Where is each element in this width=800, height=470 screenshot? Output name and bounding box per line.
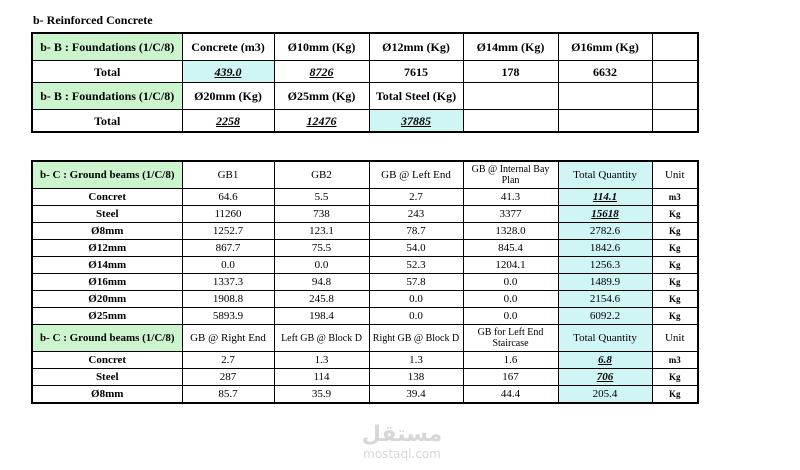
- unit-cell: Kg: [652, 386, 698, 404]
- header-cell: GB @ Internal Bay Plan: [463, 161, 558, 189]
- header-cell: Ø12mm (Kg): [369, 33, 463, 61]
- total-quantity-cell: 1489.9: [558, 274, 652, 291]
- row-label: Concret: [32, 352, 182, 369]
- value-cell: 3377: [463, 206, 558, 223]
- header-cell: GB2: [274, 161, 369, 189]
- value-cell: 57.8: [369, 274, 463, 291]
- total-cell: 8726: [274, 61, 369, 83]
- value-cell: 0.0: [369, 308, 463, 325]
- total-quantity-cell: 706: [558, 369, 652, 386]
- total-cell: 12476: [274, 110, 369, 133]
- total-quantity-cell: 205.4: [558, 386, 652, 404]
- table-row: [32, 308, 698, 325]
- value-cell: 41.3: [463, 189, 558, 206]
- header-cell: Ø20mm (Kg): [182, 83, 274, 110]
- watermark-latin: mostaql.com: [363, 447, 441, 461]
- value-cell: 198.4: [274, 308, 369, 325]
- value-cell: 1.3: [274, 352, 369, 369]
- foundations-title-cell: b- B : Foundations (1/C/8): [32, 33, 182, 61]
- value-cell: 1908.8: [182, 291, 274, 308]
- unit-cell: Kg: [652, 257, 698, 274]
- header-cell: Concrete (m3): [182, 33, 274, 61]
- total-quantity-cell: 1256.3: [558, 257, 652, 274]
- watermark-arabic: مستقل: [361, 422, 443, 447]
- header-cell: Ø25mm (Kg): [274, 83, 369, 110]
- concrete-total-cell: 439.0: [182, 61, 274, 83]
- row-label: Ø20mm: [32, 291, 182, 308]
- total-quantity-header: Total Quantity: [558, 325, 652, 352]
- ground-beams-rows-1: [32, 189, 698, 325]
- value-cell: 1252.7: [182, 223, 274, 240]
- ground-beams-title-cell: b- C : Ground beams (1/C/8): [32, 161, 182, 189]
- ground-beams-rows-2: [32, 352, 698, 404]
- row-label: Ø14mm: [32, 257, 182, 274]
- total-quantity-cell: 6.8: [558, 352, 652, 369]
- row-label: Ø16mm: [32, 274, 182, 291]
- row-label: Ø8mm: [32, 386, 182, 404]
- value-cell: 11260: [182, 206, 274, 223]
- table-row: [32, 206, 698, 223]
- value-cell: 845.4: [463, 240, 558, 257]
- table-row: [32, 223, 698, 240]
- table-row: [32, 352, 698, 369]
- unit-header: Unit: [652, 325, 698, 352]
- value-cell: 0.0: [274, 257, 369, 274]
- row-label: Ø12mm: [32, 240, 182, 257]
- header-cell: GB for Left End Staircase: [463, 325, 558, 352]
- header-cell: Ø16mm (Kg): [558, 33, 652, 61]
- value-cell: 44.4: [463, 386, 558, 404]
- empty-cell: [652, 61, 698, 83]
- ground-beams-header-row-2: [32, 325, 698, 352]
- value-cell: 138: [369, 369, 463, 386]
- header-cell: Ø14mm (Kg): [463, 33, 558, 61]
- header-cell: Total Steel (Kg): [369, 83, 463, 110]
- foundations-title-cell: b- B : Foundations (1/C/8): [32, 83, 182, 110]
- empty-cell: [652, 83, 698, 110]
- section-heading: b- Reinforced Concrete: [33, 13, 153, 27]
- table-row: [32, 291, 698, 308]
- value-cell: 64.6: [182, 189, 274, 206]
- header-cell: Left GB @ Block D: [274, 325, 369, 352]
- empty-cell: [652, 33, 698, 61]
- value-cell: 94.8: [274, 274, 369, 291]
- value-cell: 1.6: [463, 352, 558, 369]
- value-cell: 5893.9: [182, 308, 274, 325]
- value-cell: 0.0: [463, 274, 558, 291]
- total-cell: 6632: [558, 61, 652, 83]
- total-label: Total: [32, 110, 182, 133]
- unit-cell: Kg: [652, 206, 698, 223]
- ground-beams-title-cell: b- C : Ground beams (1/C/8): [32, 325, 182, 352]
- foundations-total-row-2: [32, 110, 698, 133]
- value-cell: 52.3: [369, 257, 463, 274]
- unit-cell: Kg: [652, 369, 698, 386]
- empty-cell: [463, 83, 558, 110]
- total-quantity-cell: 114.1: [558, 189, 652, 206]
- unit-cell: Kg: [652, 308, 698, 325]
- row-label: Steel: [32, 206, 182, 223]
- total-quantity-cell: 6092.2: [558, 308, 652, 325]
- table-row: [32, 240, 698, 257]
- header-cell: GB1: [182, 161, 274, 189]
- foundations-header-row-2: [32, 83, 698, 110]
- ground-beams-header-row: [32, 161, 698, 189]
- value-cell: 0.0: [369, 291, 463, 308]
- total-cell: 178: [463, 61, 558, 83]
- row-label: Steel: [32, 369, 182, 386]
- value-cell: 75.5: [274, 240, 369, 257]
- table-row: [32, 369, 698, 386]
- total-cell: 2258: [182, 110, 274, 133]
- value-cell: 35.9: [274, 386, 369, 404]
- total-label: Total: [32, 61, 182, 83]
- value-cell: 738: [274, 206, 369, 223]
- value-cell: 114: [274, 369, 369, 386]
- unit-cell: Kg: [652, 240, 698, 257]
- row-label: Ø25mm: [32, 308, 182, 325]
- foundations-table: [31, 32, 699, 133]
- table-row: [32, 274, 698, 291]
- value-cell: 1328.0: [463, 223, 558, 240]
- header-cell: Right GB @ Block D: [369, 325, 463, 352]
- foundations-total-row: [32, 61, 698, 83]
- value-cell: 1337.3: [182, 274, 274, 291]
- unit-cell: Kg: [652, 223, 698, 240]
- total-cell: 7615: [369, 61, 463, 83]
- value-cell: 2.7: [369, 189, 463, 206]
- value-cell: 0.0: [463, 291, 558, 308]
- value-cell: 0.0: [463, 308, 558, 325]
- total-quantity-cell: 2154.6: [558, 291, 652, 308]
- table-row: [32, 257, 698, 274]
- total-quantity-cell: 2782.6: [558, 223, 652, 240]
- header-cell: GB @ Left End: [369, 161, 463, 189]
- header-cell: GB @ Right End: [182, 325, 274, 352]
- row-label: Concret: [32, 189, 182, 206]
- unit-cell: Kg: [652, 291, 698, 308]
- value-cell: 85.7: [182, 386, 274, 404]
- foundations-header-row: [32, 33, 698, 61]
- value-cell: 123.1: [274, 223, 369, 240]
- value-cell: 243: [369, 206, 463, 223]
- value-cell: 1.3: [369, 352, 463, 369]
- row-label: Ø8mm: [32, 223, 182, 240]
- table-row: [32, 189, 698, 206]
- empty-cell: [558, 83, 652, 110]
- value-cell: 245.8: [274, 291, 369, 308]
- empty-cell: [652, 110, 698, 133]
- value-cell: 78.7: [369, 223, 463, 240]
- value-cell: 54.0: [369, 240, 463, 257]
- unit-cell: Kg: [652, 274, 698, 291]
- value-cell: 0.0: [182, 257, 274, 274]
- total-steel-cell: 37885: [369, 110, 463, 133]
- header-cell: Ø10mm (Kg): [274, 33, 369, 61]
- mostaql-watermark: [352, 423, 452, 461]
- value-cell: 5.5: [274, 189, 369, 206]
- total-quantity-cell: 15618: [558, 206, 652, 223]
- value-cell: 2.7: [182, 352, 274, 369]
- table-row: [32, 386, 698, 404]
- empty-cell: [558, 110, 652, 133]
- value-cell: 867.7: [182, 240, 274, 257]
- value-cell: 287: [182, 369, 274, 386]
- unit-cell: m3: [652, 189, 698, 206]
- total-quantity-cell: 1842.6: [558, 240, 652, 257]
- ground-beams-table: [31, 160, 699, 404]
- unit-cell: m3: [652, 352, 698, 369]
- value-cell: 1204.1: [463, 257, 558, 274]
- empty-cell: [463, 110, 558, 133]
- total-quantity-header: Total Quantity: [558, 161, 652, 189]
- unit-header: Unit: [652, 161, 698, 189]
- value-cell: 167: [463, 369, 558, 386]
- value-cell: 39.4: [369, 386, 463, 404]
